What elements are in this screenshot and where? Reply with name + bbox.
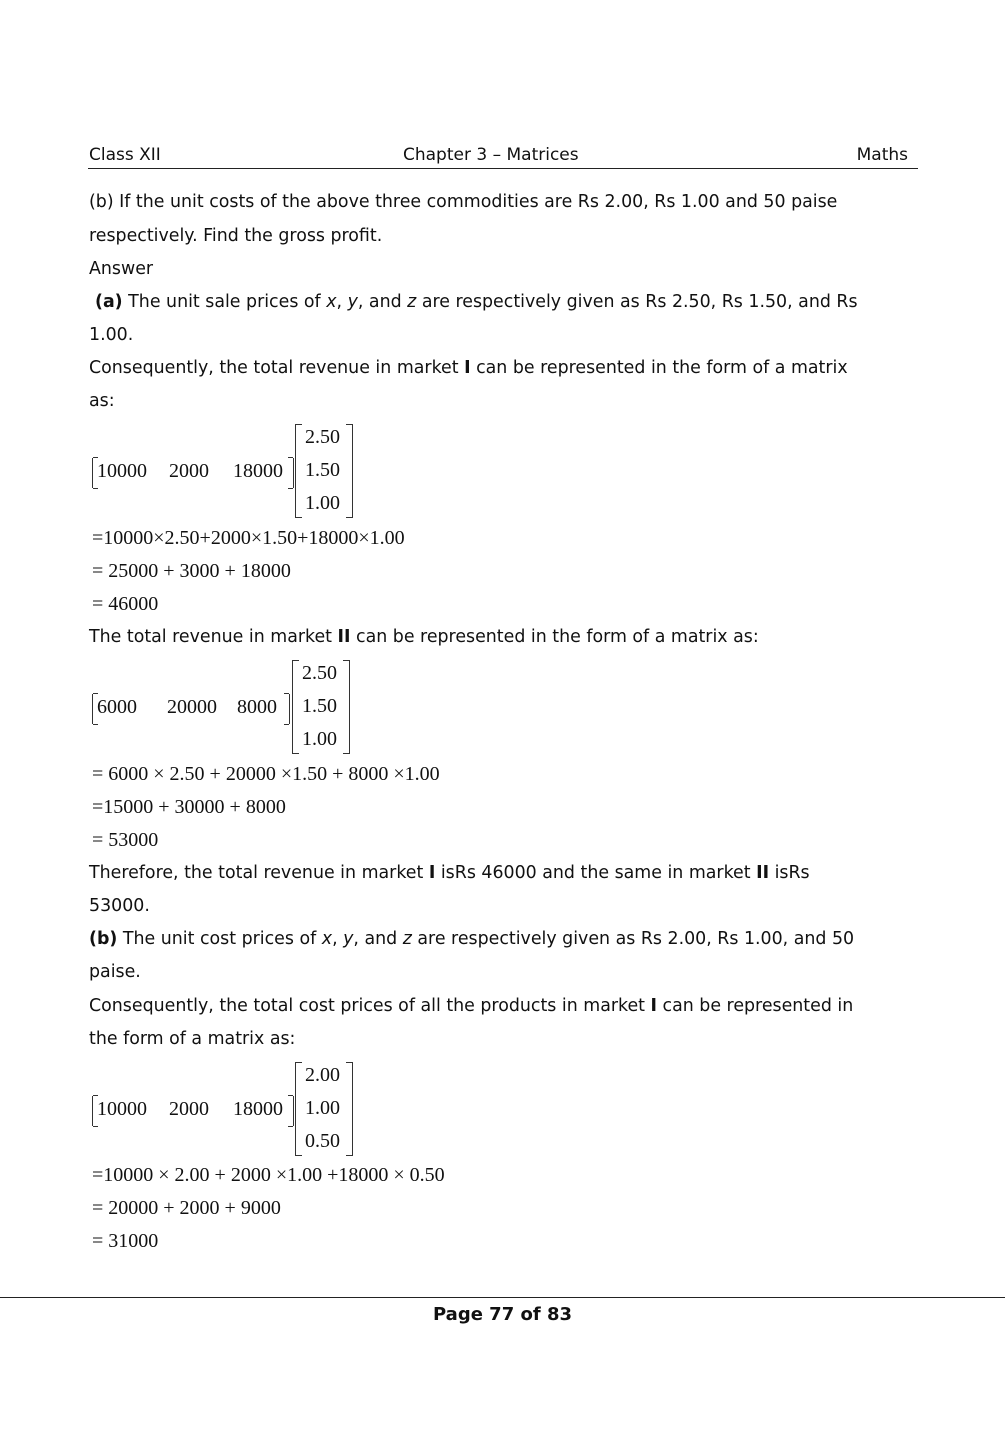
market-numeral: I <box>428 863 436 883</box>
matrix-cell: 1.00 <box>305 492 340 514</box>
calc-step: =15000 + 30000 + 8000 <box>92 796 286 818</box>
cost-market1-text <box>89 995 853 1017</box>
part-a-text: The unit sale prices of <box>122 292 327 312</box>
part-a-text: are respectively given as Rs 2.50, Rs 1.50, and Rs <box>416 292 858 312</box>
var-x: x <box>326 292 337 312</box>
footer-divider <box>0 1297 1005 1298</box>
row-matrix <box>92 1096 294 1126</box>
text: Consequently, the total cost prices of all the products in market <box>89 996 651 1016</box>
question-line-1: (b) If the unit costs of the above three commodities are Rs 2.00, Rs 1.00 and 50 paise <box>89 192 838 212</box>
conclusion-text-line-2: 53000. <box>89 896 150 916</box>
var-y: y <box>343 929 354 949</box>
matrix-cell: 1.50 <box>302 695 337 717</box>
matrix-equation-3 <box>92 1062 392 1158</box>
market1-text <box>89 357 848 379</box>
matrix-equation-1 <box>92 424 392 520</box>
matrix-cell: 1.00 <box>302 728 337 750</box>
matrix-equation-2 <box>92 660 392 756</box>
matrix-cell: 2.50 <box>305 426 340 448</box>
column-matrix <box>292 660 350 754</box>
market2-text <box>89 626 759 648</box>
market-numeral: I <box>650 996 657 1016</box>
matrix-cell: 1.00 <box>305 1097 340 1119</box>
text: The total revenue in market <box>89 627 338 647</box>
question-line-2: respectively. Find the gross profit. <box>89 226 383 246</box>
sep: , <box>332 929 344 949</box>
part-a-intro-line-2: 1.00. <box>89 325 134 345</box>
calc-result: = 53000 <box>92 829 159 851</box>
calc-result: = 46000 <box>92 593 159 615</box>
calc-step: = 25000 + 3000 + 18000 <box>92 560 291 582</box>
text: can be represented in the form of a matrix as: <box>350 627 759 647</box>
matrix-cell: 2.00 <box>305 1064 340 1086</box>
market1-text-line-2: as: <box>89 391 115 411</box>
matrix-cell: 0.50 <box>305 1130 340 1152</box>
matrix-cell: 20000 <box>167 696 217 718</box>
calc-step: =10000×2.50+2000×1.50+18000×1.00 <box>92 527 405 549</box>
matrix-cell: 2.50 <box>302 662 337 684</box>
matrix-cell: 10000 <box>97 460 147 482</box>
answer-label: Answer <box>89 259 154 279</box>
part-b-intro <box>89 928 854 950</box>
text: isRs <box>769 863 810 883</box>
matrix-cell: 2000 <box>169 460 209 482</box>
matrix-cell: 18000 <box>233 460 283 482</box>
text: Therefore, the total revenue in market <box>89 863 429 883</box>
row-matrix <box>92 694 290 724</box>
cost-market1-text-line-2: the form of a matrix as: <box>89 1029 296 1049</box>
header-class: Class XII <box>89 145 161 165</box>
matrix-cell: 10000 <box>97 1098 147 1120</box>
calc-result: = 31000 <box>92 1230 159 1252</box>
text: can be represented in <box>656 996 854 1016</box>
var-y: y <box>347 292 358 312</box>
var-x: x <box>321 929 333 949</box>
header-subject: Maths <box>856 145 908 165</box>
row-matrix <box>92 458 294 488</box>
var-z: z <box>407 292 417 312</box>
part-a-intro <box>95 291 858 313</box>
matrix-cell: 2000 <box>169 1098 209 1120</box>
conclusion-text <box>89 862 810 884</box>
market-numeral: II <box>337 627 351 647</box>
matrix-cell: 1.50 <box>305 459 340 481</box>
var-z: z <box>402 929 412 949</box>
page-header <box>88 144 918 169</box>
matrix-cell: 18000 <box>233 1098 283 1120</box>
part-b-text: The unit cost prices of <box>117 929 322 949</box>
part-b-text: are respectively given as Rs 2.00, Rs 1.00, and 50 <box>411 929 855 949</box>
sep: , and <box>353 929 403 949</box>
text: Consequently, the total revenue in market <box>89 358 465 378</box>
part-b-label: (b) <box>89 929 118 949</box>
matrix-cell: 6000 <box>97 696 137 718</box>
column-matrix <box>295 1062 353 1156</box>
calc-step: = 20000 + 2000 + 9000 <box>92 1197 281 1219</box>
part-a-label: (a) <box>95 292 123 312</box>
sep: , <box>336 292 348 312</box>
header-chapter: Chapter 3 – Matrices <box>403 145 579 165</box>
page-number: Page 77 of 83 <box>432 1304 573 1325</box>
calc-step: = 6000 × 2.50 + 20000 ×1.50 + 8000 ×1.00 <box>92 763 440 785</box>
sep: , and <box>357 292 408 312</box>
part-b-intro-line-2: paise. <box>89 962 141 982</box>
market-numeral: I <box>464 358 471 378</box>
market-numeral: II <box>756 863 770 883</box>
text: can be represented in the form of a matrix <box>470 358 848 378</box>
matrix-cell: 8000 <box>237 696 277 718</box>
calc-step: =10000 × 2.00 + 2000 ×1.00 +18000 × 0.50 <box>92 1164 445 1186</box>
text: isRs 46000 and the same in market <box>435 863 757 883</box>
column-matrix <box>295 424 353 518</box>
